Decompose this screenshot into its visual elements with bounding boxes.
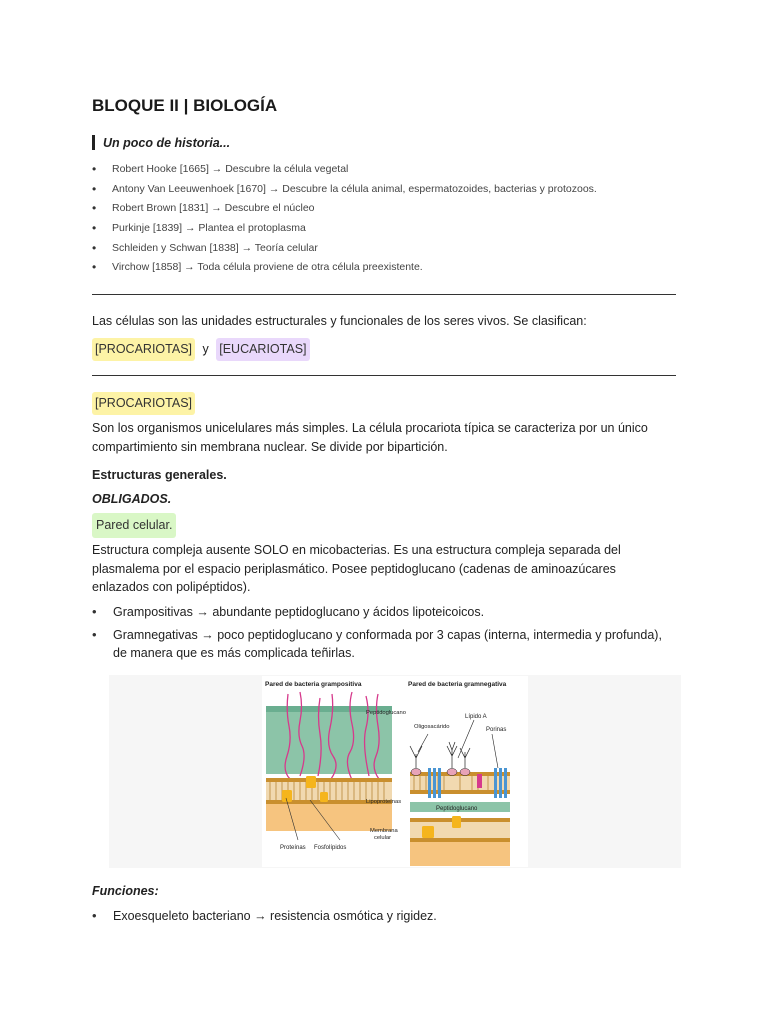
cell-wall-figure <box>262 676 528 867</box>
pointer-line <box>418 734 428 752</box>
list-item: • Purkinje [1839] → Plantea el protoplasma <box>92 219 676 239</box>
and-text: y <box>202 342 209 356</box>
cytoplasm <box>266 804 392 831</box>
lipid-a <box>411 769 421 776</box>
history-heading <box>92 135 230 150</box>
pointer-line <box>492 734 498 768</box>
procariotas-heading <box>92 392 676 415</box>
intro-text: Las células son las unidades estructurales y funcionales de los seres vivos. Se clasifican: <box>92 314 587 328</box>
lipid-a <box>447 769 457 776</box>
list-item: • Virchow [1858] → Toda célula proviene de otra célula preexistente. <box>92 258 676 278</box>
label-celular: celular <box>374 835 392 841</box>
label-oligosacarido: Oligosacárido <box>414 724 450 730</box>
list-item: • Robert Brown [1831] → Descubre el núcleo <box>92 199 676 219</box>
tag-procariotas: [PROCARIOTAS] <box>92 338 195 361</box>
structures-heading: Estructuras generales. <box>92 468 227 482</box>
cytoplasm-gramnegative <box>410 842 510 866</box>
list-item: • Antony Van Leeuwenhoek [1670] → Descubre la célula animal, espermatozoides, bacterias y protozoos. <box>92 180 676 200</box>
label-membrana: Membrana <box>370 828 398 834</box>
label-porinas: Porinas <box>486 727 507 733</box>
title-gramnegative: Pared de bacteria gramnegativa <box>408 681 507 688</box>
list-item: • Gramnegativas → poco peptidoglucano y conformada por 3 capas (interna, intermedia y profunda), de manera que es más complicada teñirlas. <box>92 626 676 663</box>
classification-row <box>92 338 676 361</box>
title-grampositive: Pared de bacteria grampositiva <box>265 681 362 688</box>
membrane-protein <box>320 792 328 802</box>
funciones-list <box>92 907 676 930</box>
history-heading-text: Un poco de historia... <box>103 135 231 150</box>
pared-description: Estructura compleja ausente SOLO en micobacterias. Es una estructura compleja separada del plasmalema por el espacio periplasmático. Posee peptidoglucano (cadenas de aminoazúcares enlazados con polipéptidos). <box>92 543 621 594</box>
label-lipido-a: Lípido A <box>465 714 487 720</box>
label-peptidoglucano: Peptidoglucano <box>366 710 406 716</box>
tag-pared: Pared celular. <box>92 513 176 538</box>
label-peptidoglucano-2: Peptidoglucano <box>436 806 478 812</box>
page-title: BLOQUE II | BIOLOGÍA <box>92 96 278 115</box>
divider <box>92 375 676 376</box>
divider <box>92 294 676 295</box>
list-item: • Schleiden y Schwan [1838] → Teoría celular <box>92 239 676 259</box>
list-item: • Robert Hooke [1665] → Descubre la célula vegetal <box>92 160 676 180</box>
membrane-protein <box>452 816 461 828</box>
membrane-protein <box>282 790 292 802</box>
procariotas-description: Son los organismos unicelulares más simples. La célula procariota típica se caracteriza por un único compartimiento sin membrana nuclear. Se divide por bipartición. <box>92 421 648 454</box>
pared-heading <box>92 513 676 538</box>
lipoprotein <box>477 774 482 788</box>
lps-branches <box>410 742 470 768</box>
pointer-line <box>458 720 474 758</box>
list-item: • Grampositivas → abundante peptidoglucano y ácidos lipoteicoicos. <box>92 603 676 622</box>
cell-wall-diagram <box>262 676 528 867</box>
history-list <box>92 160 676 278</box>
label-proteinas: Proteínas <box>280 845 306 851</box>
label-lipoproteinas: Lipoproteínas <box>366 799 402 805</box>
gram-types-list <box>92 603 676 667</box>
list-item: • Exoesqueleto bacteriano → resistencia osmótica y rigidez. <box>92 907 676 926</box>
obligados-heading: OBLIGADOS. <box>92 492 172 506</box>
funciones-heading: Funciones: <box>92 884 159 898</box>
inner-membrane-heads <box>410 838 510 842</box>
tag-procariotas-heading: [PROCARIOTAS] <box>92 392 195 415</box>
membrane-protein <box>422 826 434 838</box>
tag-eucariotas: [EUCARIOTAS] <box>216 338 309 361</box>
membrane-protein <box>306 776 316 788</box>
label-fosfolipidos: Fosfolípidos <box>314 845 347 851</box>
lipid-a <box>460 769 470 776</box>
heading-bar <box>92 135 95 150</box>
